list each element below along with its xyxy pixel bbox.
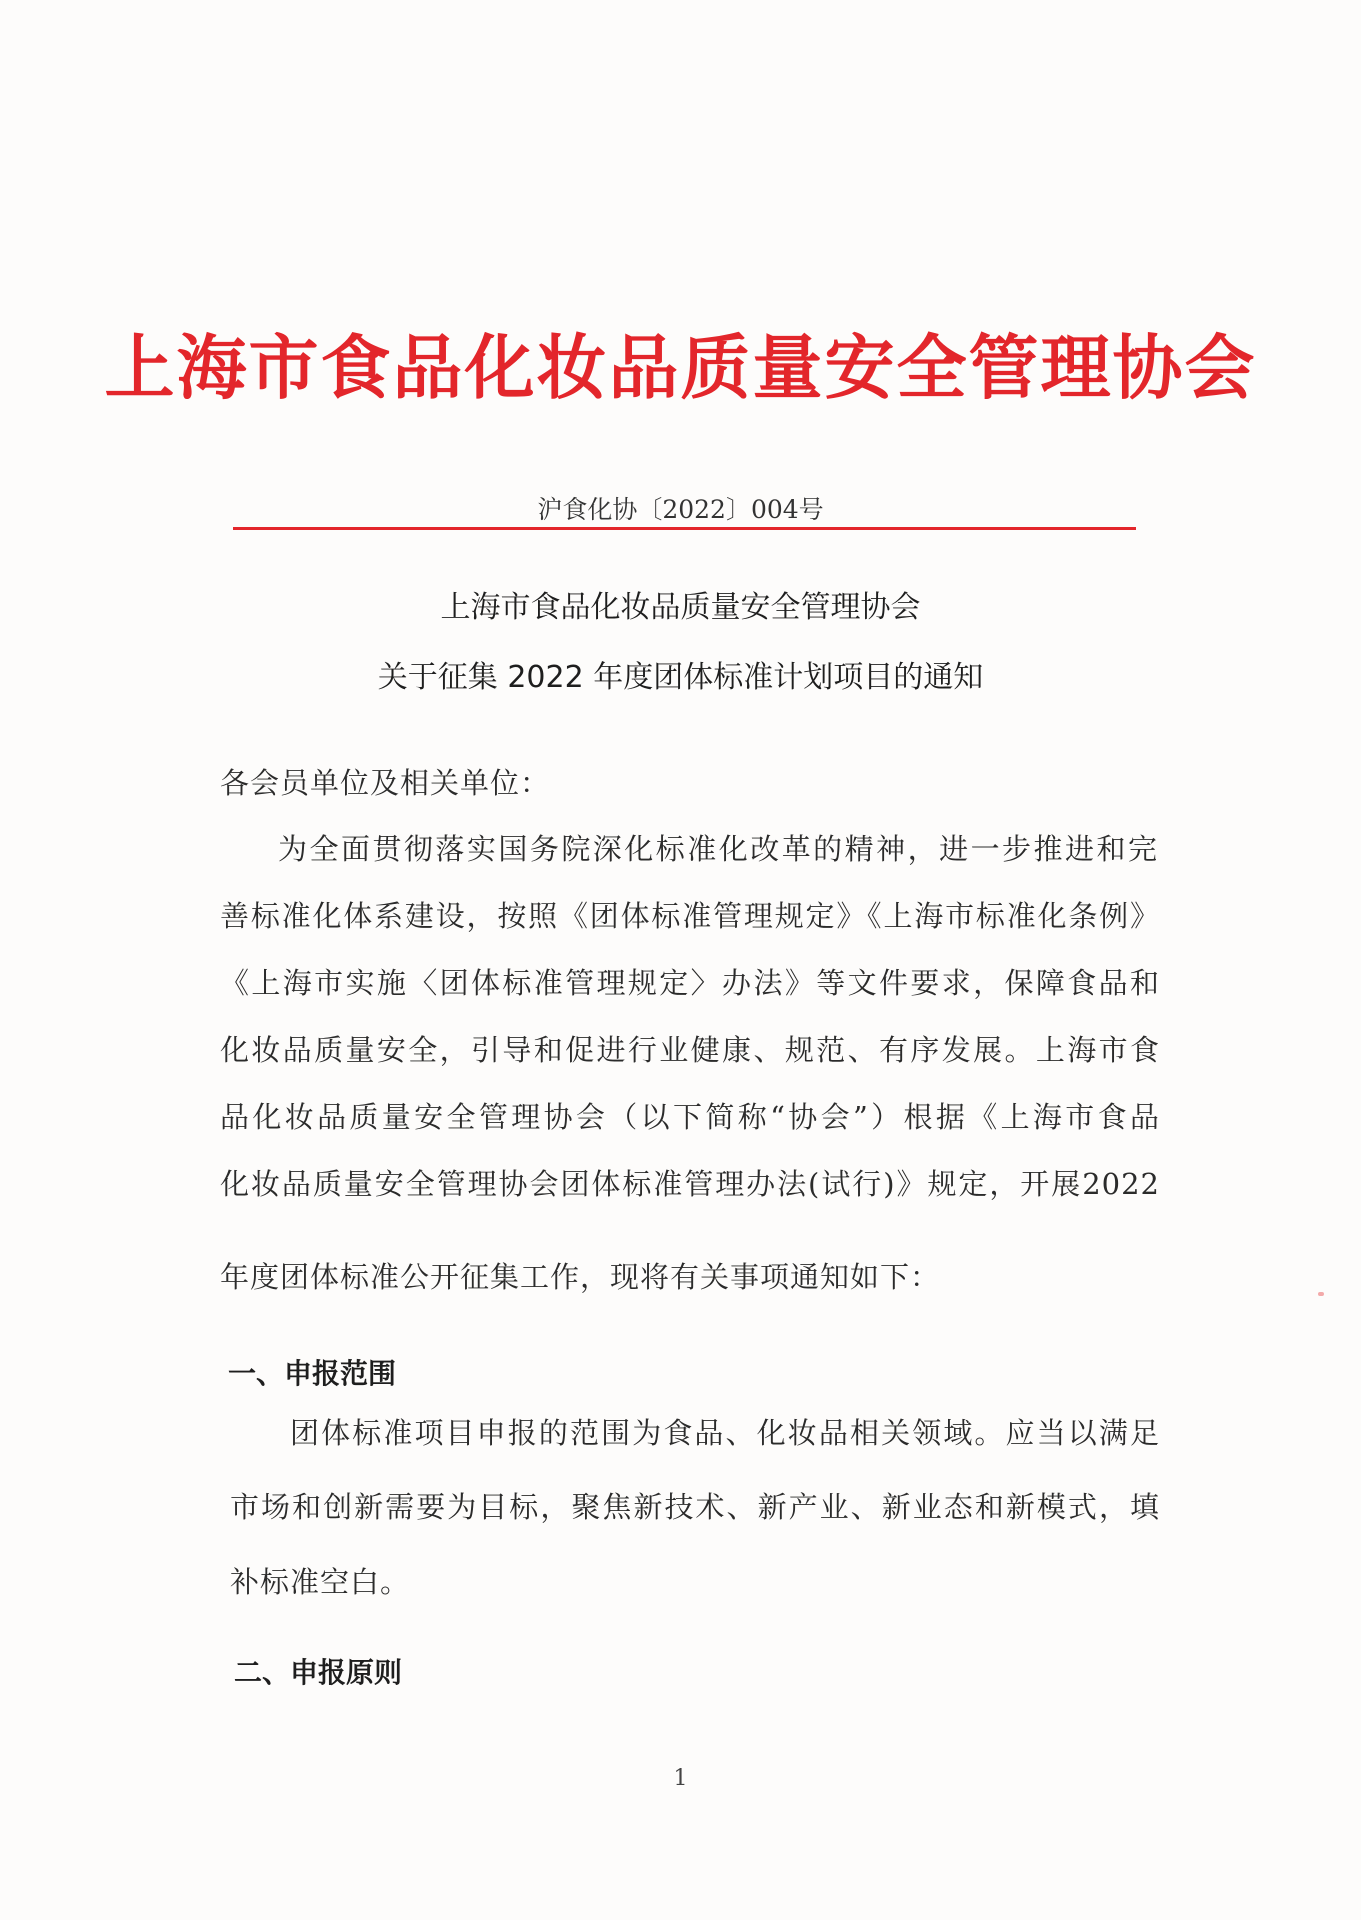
intro-line: 《上海市实施〈团体标准管理规定〉办法》等文件要求，保障食品和 <box>220 966 1160 1000</box>
notice-title-line-1: 上海市食品化妆品质量安全管理协会 <box>440 590 921 625</box>
salutation: 各会员单位及相关单位： <box>220 766 551 800</box>
ink-speck <box>1318 1292 1324 1296</box>
intro-line: 化妆品质量安全管理协会团体标准管理办法(试行)》规定，开展2022 <box>220 1167 1160 1201</box>
intro-line: 化妆品质量安全，引导和促进行业健康、规范、有序发展。上海市食 <box>220 1033 1160 1067</box>
section-line: 团体标准项目申报的范围为食品、化妆品相关领域。应当以满足 <box>290 1416 1160 1450</box>
masthead-title: 上海市食品化妆品质量安全管理协会 <box>104 327 1257 409</box>
intro-line: 为全面贯彻落实国务院深化标准化改革的精神，进一步推进和完 <box>278 832 1158 866</box>
red-divider-line <box>233 527 1136 530</box>
section-line: 补标准空白。 <box>230 1565 411 1599</box>
intro-line: 年度团体标准公开征集工作，现将有关事项通知如下： <box>220 1260 941 1294</box>
page-number: 1 <box>673 1766 688 1791</box>
document-number: 沪食化协〔2022〕004号 <box>537 495 824 524</box>
notice-title-line-2: 关于征集 2022 年度团体标准计划项目的通知 <box>377 660 984 695</box>
section-line: 市场和创新需要为目标，聚焦新技术、新产业、新业态和新模式，填 <box>230 1490 1160 1524</box>
section-heading-scope: 一、申报范围 <box>228 1357 397 1390</box>
section-heading-principles: 二、申报原则 <box>234 1656 403 1689</box>
intro-line: 品化妆品质量安全管理协会（以下简称“协会”）根据《上海市食品 <box>220 1100 1160 1134</box>
intro-line: 善标准化体系建设，按照《团体标准管理规定》《上海市标准化条例》 <box>220 899 1160 933</box>
